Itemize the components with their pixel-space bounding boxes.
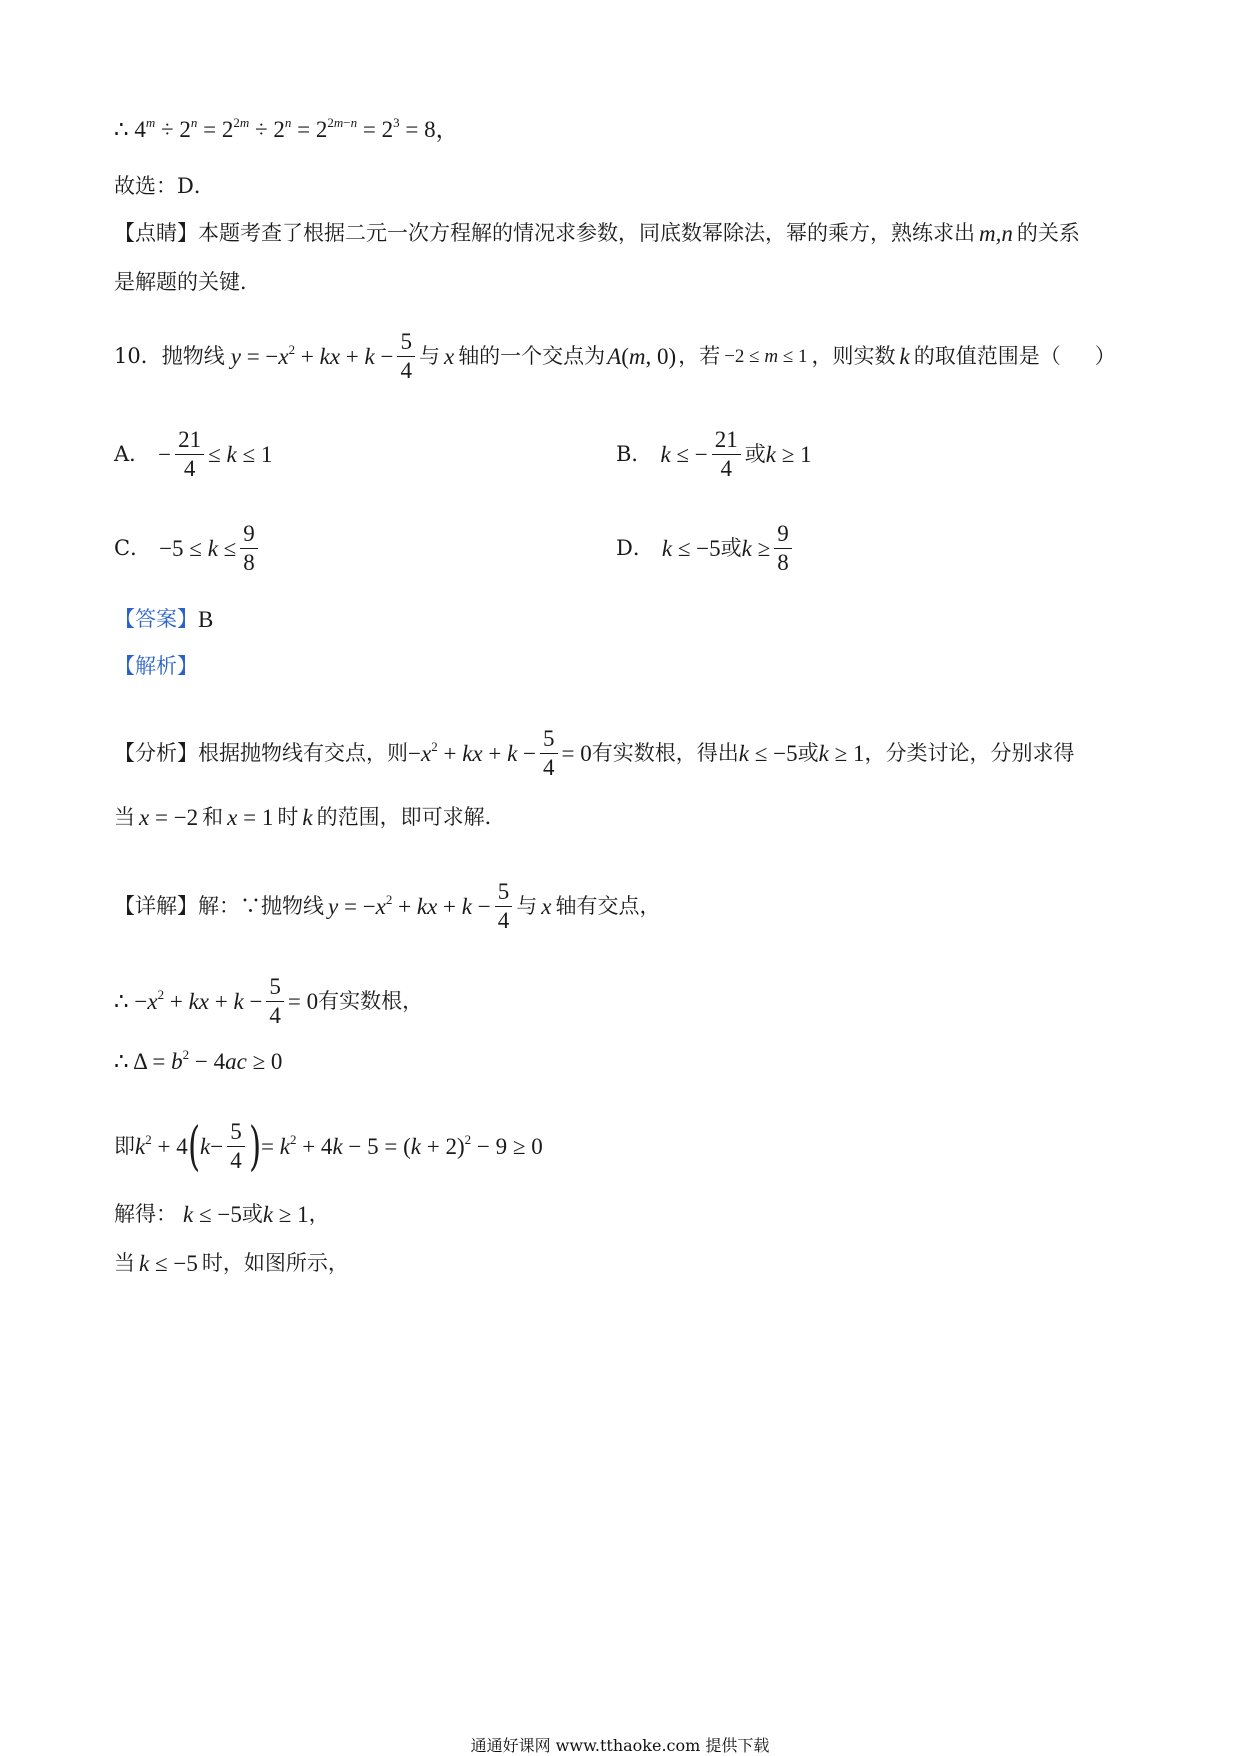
expand-line: 即 $k^2 + 4$ ( k − $\frac{5}{4}$ ) = $k^2 + 4k - 5 = (k + 2)^2 - 9 \ge 0$	[114, 1116, 543, 1177]
mn-vars: m,n	[979, 221, 1013, 246]
equation-power-line: ∴ $4^m \div 2^n = 2^{2m} \div 2^n = 2^{2m-n} = 2^3 = 8$，	[114, 115, 459, 142]
option-a: A． − $\frac{21}{4}$ ≤ k ≤ 1	[114, 427, 273, 482]
answer-line	[114, 608, 213, 631]
choice-line: 故选：D．	[114, 174, 215, 198]
fraction-5-4: $\frac{5}{4}$	[397, 330, 415, 383]
answer-label: 【答案】	[114, 607, 198, 631]
analysis-line-2: 当 x = −2 和 x = 1 时 k 的范围，即可求解．	[114, 805, 506, 830]
comment-line	[114, 222, 1080, 245]
comment-text: 【点睛】本题考查了根据二元一次方程解的情况求参数，同底数幂除法，幂的乘方，熟练求出	[114, 221, 975, 245]
detail-line-1: 【详解】 解：∵抛物线 $y = -x^2$ + kx + k − $\frac{5}{4}$ 与 x 轴有交点，	[114, 879, 661, 934]
analysis-label: 【解析】	[114, 654, 198, 678]
comment-tail: 的关系	[1016, 221, 1080, 245]
answer-value: B	[198, 607, 214, 632]
footer-watermark: 通通好课网 www.tthaoke.com 提供下载	[470, 1736, 770, 1755]
question-10: 10． 抛物线 $y = -x^2$ + kx + k − $\frac{5}{4}$ 与 x 轴的一个交点为 A(m, 0) ，若 −2 ≤ m ≤ 1 ，则实数 k 的取值范围是（ ）	[114, 329, 1116, 384]
option-c: C． −5 ≤ k ≤ $\frac{9}{8}$	[114, 522, 262, 575]
question-number: 10．	[114, 344, 162, 369]
option-b: B． k ≤ − $\frac{21}{4}$ 或 k ≥ 1	[616, 427, 812, 482]
comment-line-2: 是解题的关键．	[114, 270, 261, 294]
analysis-line-1: 【分析】 根据抛物线有交点，则 $-x^2$ + kx + k − $\frac{5}{4}$ = 0 有实数根，得出 k ≤ −5 或 k ≥ 1 ，分类讨论，分别求得	[114, 726, 1075, 781]
case-line: 当 k ≤ −5 时，如图所示，	[114, 1251, 349, 1276]
discriminant-line: ∴ $\Delta = b^2 - 4ac \ge 0$	[114, 1047, 283, 1074]
detail-line-2: ∴ $-x^2$ + kx + k − $\frac{5}{4}$ = 0 有实数根，	[114, 974, 424, 1029]
solution-line: 解得： k ≤ −5 或 k ≥ 1 ，	[114, 1202, 330, 1227]
option-d: D． k ≤ −5 或 k ≥ $\frac{9}{8}$	[616, 522, 796, 575]
